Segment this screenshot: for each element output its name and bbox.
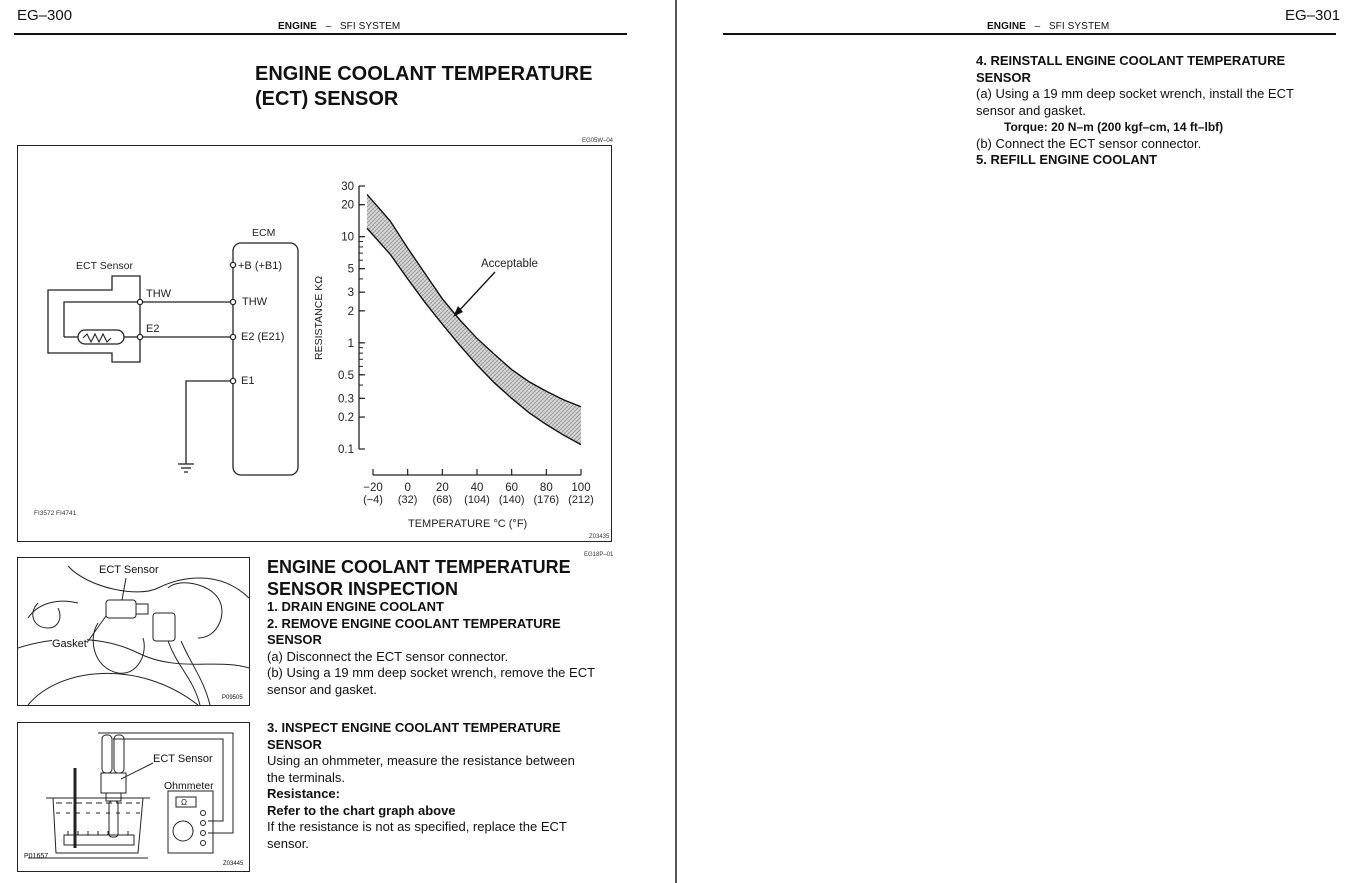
wire-e1	[186, 381, 233, 464]
acceptable-band	[367, 194, 581, 444]
label-ect-sensor-fig3: ECT Sensor	[153, 753, 213, 765]
inspection-ref-code: EG18P–01	[584, 552, 614, 558]
header-subsection: SFI SYSTEM	[1048, 21, 1110, 32]
wiring-labels	[76, 227, 284, 387]
y-tick-label: 10	[341, 231, 354, 244]
section-title-line2: (ECT) SENSOR	[255, 88, 399, 110]
page-divider	[675, 0, 677, 883]
torque-spec: Torque: 20 N–m (200 kgf–cm, 14 ft–lbf)	[1004, 120, 1224, 134]
x-tick-label-f: (32)	[397, 494, 418, 506]
label-thw-wire: THW	[146, 288, 172, 300]
x-tick-label-f: (104)	[464, 494, 490, 506]
image-code: Z03435	[589, 534, 610, 540]
inspection-steps-1-2	[267, 599, 607, 698]
header-rule-right	[723, 33, 1336, 35]
step-4a-line1: (a) Using a 19 mm deep socket wrench, install the ECT	[976, 86, 1294, 101]
y-tick-label: 1	[347, 337, 354, 350]
fig3-code-left: P01657	[24, 853, 49, 860]
header-section: ENGINE	[987, 21, 1026, 32]
step-2b-line2: sensor and gasket.	[267, 681, 377, 697]
inspection-step-3	[267, 720, 607, 852]
terminal-e2-ecm	[230, 334, 235, 339]
x-tick-label-c: −20	[363, 482, 383, 494]
x-tick-label-f: (−4)	[363, 494, 383, 506]
x-tick-label-f: (140)	[498, 494, 525, 506]
x-tick-label-c: 40	[470, 482, 484, 494]
label-e2-wire: E2	[146, 323, 160, 335]
figure-ohmmeter-test	[17, 722, 250, 872]
running-header-right	[987, 21, 1109, 32]
y-tick-label: 30	[341, 181, 354, 193]
label-terminal-b: +B (+B1)	[238, 260, 283, 272]
figure-ids: FI3572 FI4741	[34, 510, 77, 517]
page-number-left: EG–300	[17, 7, 73, 24]
fig3-code-right: Z03445	[223, 861, 244, 867]
terminal-thw-ecm	[230, 299, 235, 304]
step-2-line2: SENSOR	[267, 632, 322, 647]
header-rule-left	[14, 33, 627, 35]
y-tick-label: 0.5	[338, 369, 354, 382]
y-tick-label: 2	[347, 305, 354, 318]
step-2b-line1: (b) Using a 19 mm deep socket wrench, remove the ECT	[267, 665, 596, 680]
step-1: 1. DRAIN ENGINE COOLANT	[267, 599, 444, 614]
chart-xlabel: TEMPERATURE °C (°F)	[408, 518, 528, 530]
step-3-reference: Refer to the chart graph above	[267, 802, 456, 818]
ect-sensor-body	[48, 276, 140, 362]
label-terminal-e1: E1	[241, 375, 255, 387]
annotation-label: Acceptable	[481, 258, 538, 270]
step-3-text4: sensor.	[267, 835, 309, 851]
step-5: 5. REFILL ENGINE COOLANT	[976, 152, 1158, 167]
step-3-line2: SENSOR	[267, 736, 322, 752]
x-tick-label-f: (212)	[568, 494, 594, 506]
step-4a-line2: sensor and gasket.	[976, 102, 1086, 118]
x-tick-label-c: 100	[571, 482, 591, 494]
resistor-zigzag-icon	[83, 334, 111, 342]
x-tick-label-c: 60	[505, 482, 519, 494]
step-4b: (b) Connect the ECT sensor connector.	[976, 135, 1202, 151]
section-title-line1: ENGINE COOLANT TEMPERATURE	[255, 63, 593, 85]
figure-ref-code: EG05W–04	[582, 138, 614, 144]
step-3-resistance: Resistance:	[267, 786, 340, 801]
running-header-left	[278, 21, 400, 32]
section-title	[255, 62, 592, 112]
terminal-e2-sensor	[137, 334, 142, 339]
x-tick-label-c: 0	[404, 482, 411, 494]
wiring-diagram	[48, 243, 298, 475]
step-3-text2: the terminals.	[267, 769, 346, 785]
x-tick-label-c: 80	[539, 482, 553, 494]
ect-sensor-part-icon	[106, 600, 136, 618]
ect-sensor-part-icon	[101, 773, 126, 793]
sensor-location-illustration	[18, 558, 249, 705]
terminal-e1	[230, 378, 235, 383]
label-gasket: Gasket	[52, 638, 87, 650]
y-tick-label: 20	[341, 199, 354, 212]
page-number-right: EG–301	[1285, 7, 1341, 24]
inspection-title-line1: ENGINE COOLANT TEMPERATURE	[267, 557, 571, 577]
x-tick-label-f: (68)	[432, 494, 453, 506]
inspection-title	[267, 556, 571, 600]
y-tick-label: 3	[347, 287, 354, 300]
figure-svg	[18, 146, 611, 541]
terminal-b	[230, 262, 235, 267]
figure-sensor-location	[17, 557, 250, 706]
step-2-line1: 2. REMOVE ENGINE COOLANT TEMPERATURE	[267, 615, 561, 631]
label-ect-sensor: ECT Sensor	[76, 260, 133, 272]
label-terminal-thw: THW	[242, 296, 268, 308]
ohmmeter-icon	[168, 791, 213, 853]
sensor-inner-wire	[64, 302, 140, 337]
terminal-thw-sensor	[137, 299, 142, 304]
step-3-line1: 3. INSPECT ENGINE COOLANT TEMPERATURE	[267, 720, 561, 735]
step-4-line1: 4. REINSTALL ENGINE COOLANT TEMPERATURE	[976, 53, 1286, 68]
label-ect-sensor-fig2: ECT Sensor	[99, 564, 159, 576]
header-section: ENGINE	[278, 21, 317, 32]
header-subsection: SFI SYSTEM	[339, 21, 401, 32]
label-terminal-e2: E2 (E21)	[241, 331, 285, 343]
upper-limit-line	[367, 194, 581, 406]
reinstall-steps	[976, 53, 1336, 169]
fig2-code: P09505	[222, 695, 243, 701]
resistance-chart	[338, 181, 594, 506]
x-tick-label-c: 20	[435, 482, 449, 494]
step-3-text3: If the resistance is not as specified, replace the ECT	[267, 819, 567, 834]
figure-wiring-and-chart	[17, 145, 612, 542]
x-tick-label-f: (176)	[533, 494, 560, 506]
annotation-arrow	[457, 272, 495, 313]
ground-icon	[178, 464, 194, 472]
label-ohmmeter: Ohmmeter	[164, 780, 214, 792]
header-separator: –	[325, 21, 332, 32]
inspection-title-line2: SENSOR INSPECTION	[267, 579, 459, 599]
svg-text:Ω: Ω	[181, 798, 187, 807]
label-ecm: ECM	[252, 227, 276, 239]
chart-ylabel: RESISTANCE KΩ	[313, 275, 325, 360]
y-tick-label: 5	[347, 263, 354, 276]
y-tick-label: 0.2	[338, 412, 354, 425]
step-3-text1: Using an ohmmeter, measure the resistance between	[267, 753, 575, 768]
header-separator: –	[1034, 21, 1041, 32]
step-4-line2: SENSOR	[976, 69, 1031, 85]
ecm-box	[233, 243, 298, 475]
y-tick-label: 0.1	[338, 444, 354, 456]
y-tick-label: 0.3	[338, 393, 354, 406]
ohmmeter-test-illustration	[18, 723, 249, 871]
step-2a: (a) Disconnect the ECT sensor connector.	[267, 648, 509, 664]
